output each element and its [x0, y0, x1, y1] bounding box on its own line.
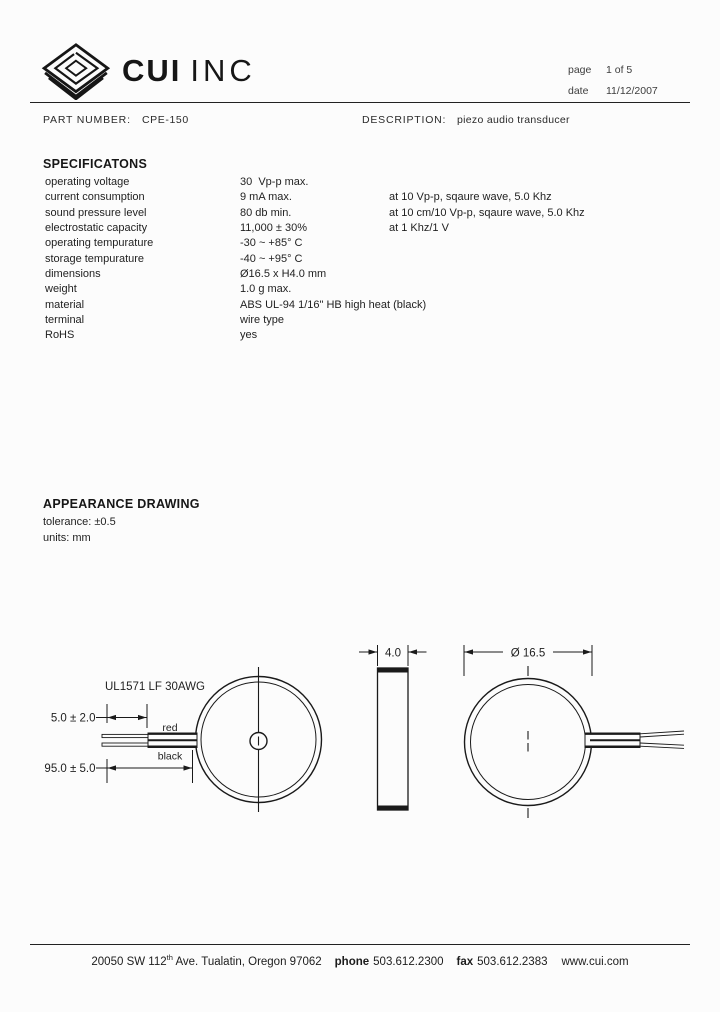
part-number-label: PART NUMBER:	[43, 114, 131, 126]
footer-phone-label: phone	[334, 955, 370, 968]
specifications-table	[0, 176, 720, 345]
spec-row	[0, 314, 720, 329]
spec-value: -30 ~ +85° C	[240, 237, 303, 250]
back-view	[464, 645, 684, 818]
appearance-title: APPEARANCE DRAWING	[43, 497, 200, 511]
spec-note: at 10 Vp-p, sqaure wave, 5.0 Khz	[389, 191, 552, 204]
spec-row	[0, 268, 720, 283]
wire-spec-label: UL1571 LF 30AWG	[105, 681, 205, 693]
wire-sheath-back	[585, 733, 640, 748]
spec-value: 9 mA max.	[240, 191, 292, 204]
spec-value: 1.0 g max.	[240, 283, 292, 296]
description-label: DESCRIPTION:	[362, 114, 447, 126]
spec-label: terminal	[45, 314, 85, 327]
footer-fax-value: 503.612.2383	[477, 955, 548, 968]
spec-value: 11,000 ± 30%	[240, 222, 307, 235]
cui-logo-icon	[38, 42, 112, 100]
page-number-row	[568, 60, 658, 81]
side-view	[359, 645, 427, 810]
header-brand	[38, 42, 338, 100]
spec-label: operating tempurature	[45, 237, 154, 250]
wire-sheath	[148, 733, 197, 748]
part-number-value: CPE-150	[142, 114, 189, 126]
footer-phone-value: 503.612.2300	[373, 955, 444, 968]
page-meta	[568, 60, 658, 102]
spec-label: electrostatic capacity	[45, 222, 148, 235]
brand-wordmark	[122, 53, 256, 89]
dim-strip-label: 5.0 ± 2.0	[50, 712, 96, 725]
spec-label: operating voltage	[45, 176, 130, 188]
wire-black-label: black	[157, 750, 183, 763]
spec-row	[0, 176, 720, 191]
date-value: 11/12/2007	[606, 85, 658, 97]
dim-diameter-label: Ø 16.5	[510, 647, 546, 660]
spec-value: yes	[240, 329, 258, 342]
spec-row	[0, 191, 720, 206]
spec-label: current consumption	[45, 191, 145, 204]
page-label: page	[568, 64, 592, 76]
brand-inc: INC	[190, 53, 256, 88]
spec-value: 30 Vp-p max.	[240, 176, 309, 188]
spec-row	[0, 329, 720, 344]
units-note: units: mm	[43, 532, 91, 544]
spec-value: Ø16.5 x H4.0 mm	[240, 268, 327, 281]
spec-label: weight	[45, 283, 77, 296]
spec-note: at 1 Khz/1 V	[389, 222, 449, 235]
brand-cui: CUI	[122, 53, 182, 88]
lead-wires	[102, 734, 148, 746]
spec-value: 80 db min.	[240, 206, 292, 219]
page-value: 1 of 5	[606, 64, 633, 76]
spec-label: storage tempurature	[45, 252, 145, 265]
spec-row	[0, 299, 720, 314]
footer	[0, 953, 720, 968]
header-divider	[30, 102, 690, 103]
wire-red-label: red	[162, 722, 178, 734]
spec-label: RoHS	[45, 329, 75, 342]
spec-row	[0, 283, 720, 298]
specifications-title: SPECIFICATONS	[43, 157, 148, 171]
spec-row	[0, 222, 720, 237]
tolerance-note: tolerance: ±0.5	[43, 516, 116, 528]
dim-wire-length-label: 95.0 ± 5.0	[44, 763, 96, 775]
appearance-drawing	[0, 600, 720, 860]
footer-fax-label: fax	[456, 955, 474, 968]
spec-note: at 10 cm/10 Vp-p, sqaure wave, 5.0 Khz	[389, 206, 585, 219]
dim-thickness-label: 4.0	[385, 647, 401, 660]
dim-thickness	[359, 645, 427, 666]
description-value: piezo audio transducer	[457, 114, 570, 126]
spec-value: ABS UL-94 1/16" HB high heat (black)	[240, 298, 427, 311]
footer-address: 20050 SW 112th Ave. Tualatin, Oregon 97062	[91, 953, 322, 968]
dim-strip	[51, 704, 147, 728]
spec-value: wire type	[240, 314, 285, 327]
spec-label: material	[45, 298, 85, 311]
spec-row	[0, 207, 720, 222]
spec-row	[0, 237, 720, 252]
lead-wires-back	[640, 731, 684, 748]
footer-divider	[30, 944, 690, 945]
front-view	[44, 667, 321, 812]
spec-label: dimensions	[45, 268, 101, 281]
date-row	[568, 81, 658, 102]
date-label: date	[568, 85, 589, 97]
spec-row	[0, 253, 720, 268]
spec-label: sound pressure level	[45, 206, 147, 219]
footer-website: www.cui.com	[561, 955, 629, 968]
spec-value: -40 ~ +95° C	[240, 252, 303, 265]
